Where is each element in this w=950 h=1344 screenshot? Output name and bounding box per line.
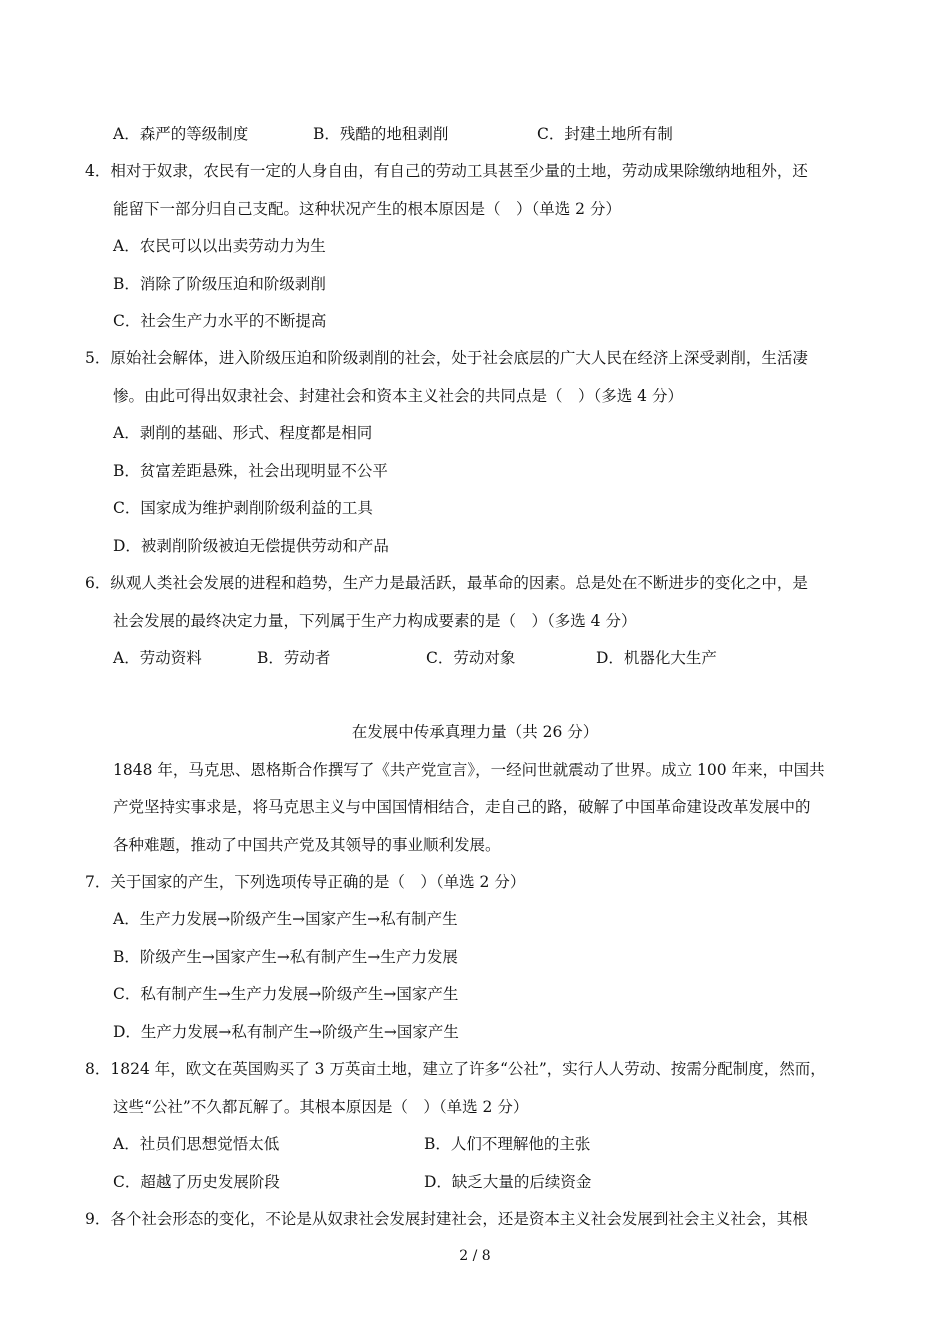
- q5-stem-line1: 5．原始社会解体，进入阶级压迫和阶级剥削的社会，处于社会底层的广大人民在经济上深受剥削，生活凄: [85, 349, 808, 367]
- q3-option-b: B．残酷的地租剥削: [313, 125, 449, 143]
- section-intro-line3: 各种难题，推动了中国共产党及其领导的事业顺利发展。: [113, 836, 501, 854]
- q9-stem-line1: 9．各个社会形态的变化，不论是从奴隶社会发展封建社会，还是资本主义社会发展到社会主义社会，其根: [85, 1210, 808, 1228]
- q5-option-c: C．国家成为维护剥削阶级利益的工具: [113, 499, 373, 517]
- q4-option-c: C．社会生产力水平的不断提高: [113, 312, 327, 330]
- q7-option-c: C．私有制产生→生产力发展→阶级产生→国家产生: [113, 985, 459, 1003]
- q7-option-a: A．生产力发展→阶级产生→国家产生→私有制产生: [113, 910, 458, 928]
- q8-stem-line1: 8．1824 年，欧文在英国购买了 3 万英亩土地，建立了许多“公社”，实行人人劳动、按需分配制度，然而，: [85, 1060, 826, 1078]
- q3-option-a: A．森严的等级制度: [113, 125, 249, 143]
- q5-option-b: B．贫富差距悬殊，社会出现明显不公平: [113, 462, 388, 480]
- q4-stem-line1: 4．相对于奴隶，农民有一定的人身自由，有自己的劳动工具甚至少量的土地，劳动成果除缴纳地租外，还: [85, 162, 808, 180]
- q6-option-c: C．劳动对象: [426, 649, 516, 667]
- q4-option-a: A．农民可以以出卖劳动力为生: [113, 237, 326, 255]
- q6-option-a: A．劳动资料: [113, 649, 202, 667]
- section-title: 在发展中传承真理力量（共 26 分）: [351, 723, 599, 741]
- q6-stem-line2: 社会发展的最终决定力量，下列属于生产力构成要素的是（ ）（多选 4 分）: [113, 612, 637, 630]
- q8-stem-line2: 这些“公社”不久都瓦解了。其根本原因是（ ）（单选 2 分）: [113, 1098, 529, 1116]
- q3-option-c: C．封建土地所有制: [537, 125, 673, 143]
- q5-option-d: D．被剥削阶级被迫无偿提供劳动和产品: [113, 537, 389, 555]
- section-intro-line2: 产党坚持实事求是，将马克思主义与中国国情相结合，走自己的路，破解了中国革命建设改革发展中的: [113, 798, 811, 816]
- q6-option-d: D．机器化大生产: [596, 649, 717, 667]
- q5-stem-line2: 惨。由此可得出奴隶社会、封建社会和资本主义社会的共同点是（ ）（多选 4 分）: [113, 387, 683, 405]
- q4-stem-line2: 能留下一部分归自己支配。这种状况产生的根本原因是（ ）（单选 2 分）: [113, 200, 621, 218]
- q6-option-b: B．劳动者: [257, 649, 331, 667]
- q8-option-c: C．超越了历史发展阶段: [113, 1173, 280, 1191]
- q7-option-b: B．阶级产生→国家产生→私有制产生→生产力发展: [113, 948, 458, 966]
- q4-option-b: B．消除了阶级压迫和阶级剥削: [113, 275, 326, 293]
- page-number: 2 / 8: [459, 1248, 491, 1264]
- section-intro-line1: 1848 年，马克思、恩格斯合作撰写了《共产党宣言》，一经问世就震动了世界。成立 100 年来，中国共: [113, 761, 825, 779]
- q7-stem-line1: 7．关于国家的产生，下列选项传导正确的是（ ）（单选 2 分）: [85, 873, 526, 891]
- q5-option-a: A．剥削的基础、形式、程度都是相同: [113, 424, 373, 442]
- q8-option-a: A．社员们思想觉悟太低: [113, 1135, 280, 1153]
- q8-option-b: B．人们不理解他的主张: [424, 1135, 591, 1153]
- q8-option-d: D．缺乏大量的后续资金: [424, 1173, 592, 1191]
- q7-option-d: D．生产力发展→私有制产生→阶级产生→国家产生: [113, 1023, 459, 1041]
- q6-stem-line1: 6．纵观人类社会发展的进程和趋势，生产力是最活跃，最革命的因素。总是处在不断进步的变化之中，是: [85, 574, 808, 592]
